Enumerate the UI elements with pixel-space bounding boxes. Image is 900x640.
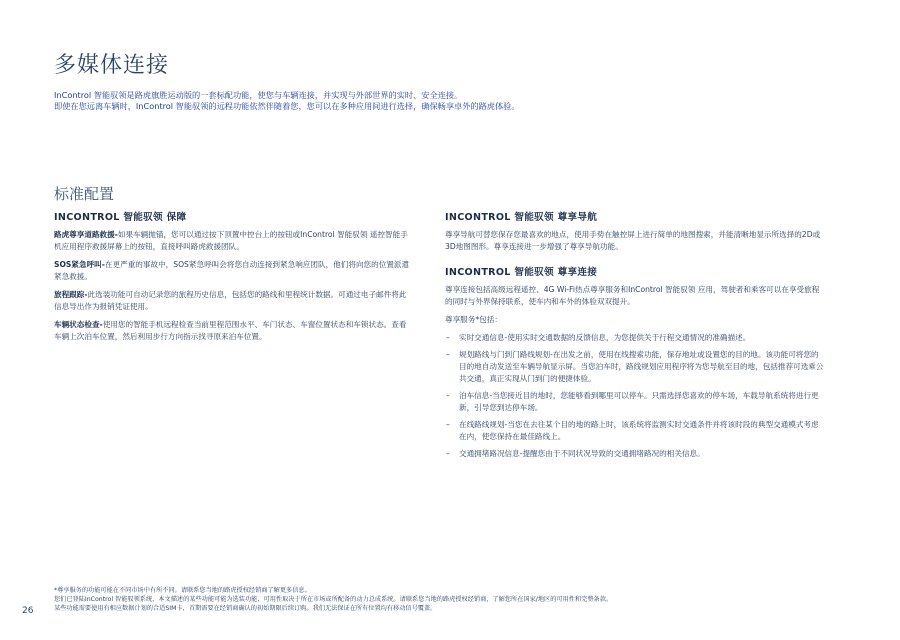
feature-text: 此选装功能可自动记录您的旅程历史信息，包括您的路线和里程统计数据。可通过电子邮件将此信息导出作为报销凭证使用。	[54, 290, 407, 311]
feature-lead: 旅程跟踪-	[54, 290, 88, 299]
feature-lead: 路虎尊享道路救援-	[54, 230, 118, 239]
navigation-text: 尊享导航可替您保存您最喜欢的地点，使用手势在触控屏上进行简单的地图搜索，并能清晰地显示所选择的2D或3D地图图形。尊享连接进一步增强了尊享导航功能。	[445, 230, 821, 251]
intro-line-1: InControl 智能驭领是路虎旗胜运动版的一套标配功能，使您与车辆连接，并实现与外部世界的实时、安全连接。	[54, 90, 463, 100]
page-number: 26	[22, 606, 34, 616]
footnotes	[54, 586, 874, 613]
item-text: 当您接近目的地时，您能够看到哪里可以停车。只需选择您喜欢的停车场，车载导航系统将进行更新，引导您到达停车场。	[459, 391, 819, 412]
connect-text: 尊享连接包括高级远程遥控、4G Wi-Fi热点尊享服务和InControl 智能驭领 应用，驾驶者和乘客可以在享受旅程的同时与外界保持联系，使车内和车外的体验双双提升。	[445, 285, 820, 306]
page-title: 多媒体连接	[54, 53, 170, 78]
incontrol-navigation-heading: INCONTROL 智能驭领 尊享导航	[445, 212, 598, 223]
services-label: 尊享服务*包括：	[445, 315, 502, 324]
item-lead: 交通拥堵路况信息-	[459, 449, 523, 458]
list-item	[445, 349, 825, 385]
feature-roadside-assistance	[54, 229, 410, 253]
feature-text: 使用您的智能手机远程检查当前里程范围水平、车门状态、车窗位置状态和车锁状态。查看车辆上次泊车位置，然后利用步行方向指示找寻原来泊车位置。	[54, 320, 407, 341]
item-text: 使用实时交通数据的反馈信息，为您提供关于行程交通情况的准确描述。	[507, 333, 751, 342]
list-item	[445, 448, 825, 460]
feature-text: 如果车辆抛锚，您可以通过按下顶置中控台上的按钮或InControl 智能驭领 遥控智能手机应用程序救援屏幕上的按钮，直接呼叫路虎救援团队。	[54, 230, 408, 251]
item-lead: 规划路线与门到门路线规划-	[459, 350, 553, 359]
item-text: 在出发之前，使用在线搜索功能，保存地址或设置您的目的地。该功能可将您的目的地自动发送至车辆导航显示屏。当您泊车时，路线规划应用程序将为您导航至目的地，包括推荐可选乘公共交通，真正实现从门到门的便捷体验。	[459, 350, 824, 383]
feature-lead: 车辆状态检查-	[54, 320, 103, 329]
dash-bullet: –	[446, 391, 450, 400]
section-title: 标准配置	[54, 185, 115, 203]
services-list	[445, 332, 825, 460]
feature-vehicle-status	[54, 319, 410, 343]
feature-text: 在更严重的事故中，SOS紧急呼叫会将您自动连接到紧急响应团队，他们将向您的位置派遣紧急救援。	[54, 260, 410, 281]
incontrol-connect-heading: INCONTROL 智能驭领 尊享连接	[445, 267, 598, 278]
footnote: 您们已登陆InControl 智能驭领系统，本文描述的某些功能可能为选装功能，可用性取决于所在市场或所配备的动力总成系统。请联系您当地的路虎授权经销商，了解您所在国家/地区的可用性和完整条款。	[54, 596, 613, 603]
dash-bullet: –	[446, 420, 450, 429]
feature-lead: SOS紧急呼叫-	[54, 260, 105, 269]
list-item	[445, 419, 825, 443]
dash-bullet: –	[446, 333, 450, 342]
feature-journey-tracking	[54, 289, 410, 313]
item-text: 当您在去往某个目的地的路上时，该系统将监测实时交通条件并将该时段的典型交通模式考虑在内，使您保持在最佳路线上。	[459, 420, 819, 441]
intro-line-2: 即使在您远离车辆时，InControl 智能驭领的远程功能依然伴随着您，您可以在多种应用间进行选择，确保畅享卓外的路虎体验。	[54, 101, 520, 111]
feature-sos-call	[54, 259, 410, 283]
dash-bullet: –	[446, 449, 450, 458]
item-lead: 实时交通信息-	[459, 333, 508, 342]
item-lead: 泊车信息-	[459, 391, 493, 400]
item-lead: 在线路线规划-	[459, 420, 508, 429]
item-text: 提醒您由于不同状况导致的交通拥堵路况的相关信息。	[522, 449, 705, 458]
dash-bullet: –	[446, 350, 450, 359]
incontrol-protect-heading: INCONTROL 智能驭领 保障	[54, 212, 187, 223]
list-item	[445, 332, 825, 344]
list-item	[445, 390, 825, 414]
right-column	[445, 212, 825, 465]
left-column	[54, 212, 410, 349]
footnote: *尊享服务的功能可能在不同市场中有所不同。请联系您当地的路虎授权经销商了解更多信息。	[54, 587, 311, 594]
footnote: 某些功能需要使用有相应数据计划的合适SIM卡，首期需要在经销商确认的初始期限后续订购。我们无法保证在所有位置均有移动信号覆盖。	[54, 605, 437, 612]
